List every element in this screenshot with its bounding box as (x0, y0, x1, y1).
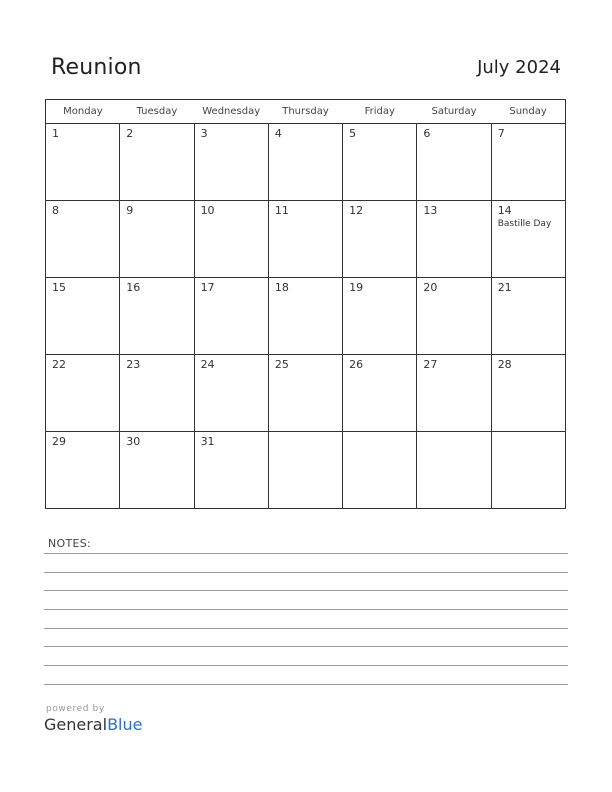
day-cell (491, 201, 565, 278)
day-number: 2 (126, 127, 134, 140)
day-cell (343, 278, 417, 355)
day-cell (343, 201, 417, 278)
day-cell (343, 124, 417, 201)
day-number: 20 (423, 281, 438, 294)
day-number: 7 (497, 127, 505, 140)
note-line (44, 665, 568, 666)
day-cell (194, 124, 268, 201)
day-cell (268, 355, 342, 432)
day-cell (491, 124, 565, 201)
day-cell (268, 124, 342, 201)
week-row (46, 278, 566, 355)
day-cell (194, 201, 268, 278)
day-number: 23 (126, 358, 141, 371)
week-row (46, 432, 566, 509)
day-cell (46, 278, 120, 355)
day-number: 24 (200, 358, 215, 371)
notes-label: NOTES: (48, 537, 92, 550)
day-number: 26 (349, 358, 364, 371)
calendar-grid (45, 99, 566, 509)
weekday-header-sunday: Sunday (491, 100, 565, 124)
weekday-header-tuesday: Tuesday (120, 100, 194, 124)
day-number: 10 (200, 204, 215, 217)
note-line (44, 628, 568, 629)
generalblue-logo[interactable] (44, 704, 142, 734)
day-cell (343, 355, 417, 432)
day-cell (417, 432, 491, 509)
day-cell (491, 432, 565, 509)
day-number: 31 (200, 435, 215, 448)
day-cell (194, 355, 268, 432)
day-cell (46, 124, 120, 201)
day-number: 27 (423, 358, 438, 371)
note-line (44, 609, 568, 610)
day-number: 19 (349, 281, 364, 294)
day-cell (417, 355, 491, 432)
week-row (46, 201, 566, 278)
day-cell (491, 278, 565, 355)
weekday-header-saturday: Saturday (417, 100, 491, 124)
holiday-label-bastille-day: Bastille Day (497, 219, 552, 229)
day-cell (46, 355, 120, 432)
day-number: 12 (349, 204, 364, 217)
week-row (46, 355, 566, 432)
day-cell (343, 432, 417, 509)
day-cell (46, 432, 120, 509)
day-cell (120, 278, 194, 355)
day-cell (194, 432, 268, 509)
day-number: 30 (126, 435, 141, 448)
day-cell (417, 124, 491, 201)
day-cell (268, 201, 342, 278)
day-cell (120, 124, 194, 201)
day-number: 14 (497, 204, 512, 217)
calendar-month-title: July 2024 (477, 57, 561, 78)
day-number: 11 (274, 204, 289, 217)
weekday-header-monday: Monday (46, 100, 120, 124)
day-number: 5 (349, 127, 357, 140)
day-number: 4 (274, 127, 282, 140)
day-cell (417, 201, 491, 278)
day-cell (268, 278, 342, 355)
day-number: 28 (497, 358, 512, 371)
day-number: 16 (126, 281, 141, 294)
day-number: 17 (200, 281, 215, 294)
day-cell (491, 355, 565, 432)
day-number: 6 (423, 127, 431, 140)
day-cell (46, 201, 120, 278)
calendar-country-title: Reunion (51, 55, 142, 80)
day-cell (268, 432, 342, 509)
weekday-header-friday: Friday (343, 100, 417, 124)
brand-name (44, 715, 142, 734)
note-line (44, 572, 568, 573)
day-number: 21 (497, 281, 512, 294)
note-line (44, 684, 568, 685)
note-line (44, 553, 568, 554)
day-cell (120, 432, 194, 509)
day-number: 3 (200, 127, 208, 140)
weekday-header-wednesday: Wednesday (194, 100, 268, 124)
day-cell (194, 278, 268, 355)
day-number: 8 (52, 204, 59, 217)
weekday-header-thursday: Thursday (268, 100, 342, 124)
day-number: 13 (423, 204, 438, 217)
week-row (46, 124, 566, 201)
powered-by-label: powered by (46, 704, 105, 714)
brand-general-text: General (44, 715, 108, 734)
day-number: 15 (52, 281, 66, 294)
day-number: 18 (274, 281, 289, 294)
day-cell (417, 278, 491, 355)
day-number: 25 (274, 358, 289, 371)
day-cell (120, 355, 194, 432)
day-number: 9 (126, 204, 134, 217)
note-line (44, 646, 568, 647)
weekday-header-row (46, 100, 566, 124)
day-number: 29 (52, 435, 66, 448)
brand-blue-text: Blue (107, 715, 143, 734)
day-cell (120, 201, 194, 278)
day-number: 1 (52, 127, 59, 140)
day-number: 22 (52, 358, 66, 371)
note-line (44, 590, 568, 591)
